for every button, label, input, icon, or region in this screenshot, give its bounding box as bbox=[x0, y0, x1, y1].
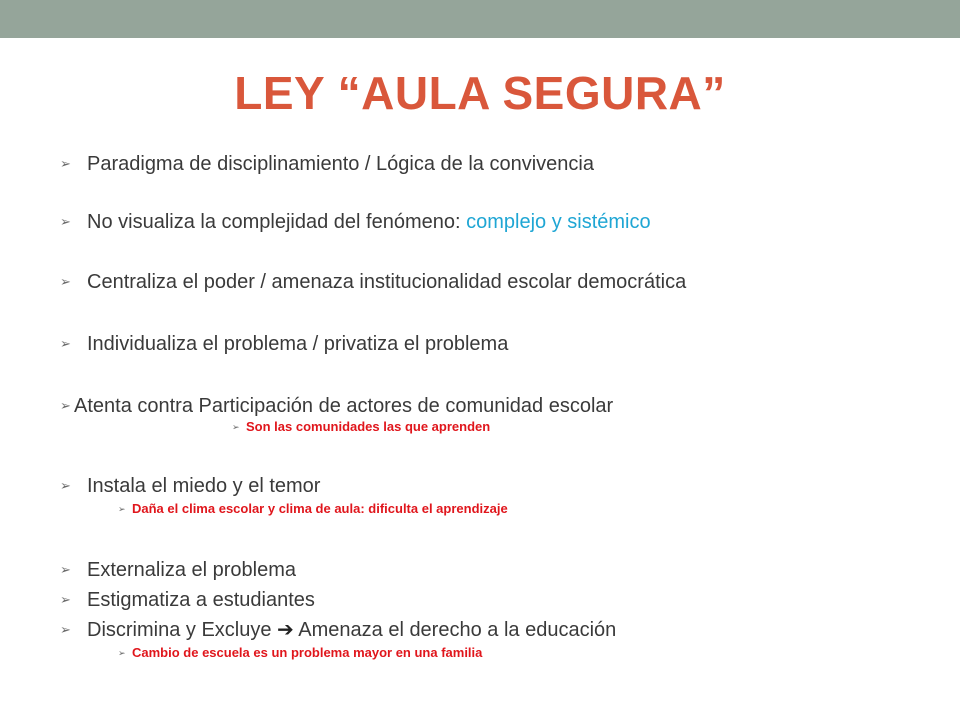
arrowhead-bullet-icon: ➢ bbox=[60, 274, 71, 289]
bullet-atenta bbox=[60, 394, 613, 418]
bullet-externaliza bbox=[60, 558, 296, 582]
sub-bullet-text: Son las comunidades las que aprenden bbox=[246, 419, 491, 434]
bullet-text: Individualiza el problema / privatiza el problema bbox=[87, 333, 509, 355]
arrowhead-bullet-icon: ➢ bbox=[118, 648, 126, 658]
bullet-text: Atenta contra Participación de actores de comunidad escolar bbox=[74, 395, 614, 417]
bullet-centraliza bbox=[60, 270, 686, 294]
bullet-individualiza bbox=[60, 332, 508, 356]
arrowhead-bullet-icon: ➢ bbox=[60, 398, 71, 413]
arrowhead-bullet-icon: ➢ bbox=[60, 156, 71, 171]
sub-bullet-cambio-escuela bbox=[118, 645, 482, 661]
sub-bullet-text: Cambio de escuela es un problema mayor en una familia bbox=[132, 645, 483, 660]
arrowhead-bullet-icon: ➢ bbox=[60, 622, 71, 637]
slide-title: LEY “AULA SEGURA” bbox=[234, 67, 726, 119]
bullet-text: Paradigma de disciplinamiento / Lógica de la convivencia bbox=[87, 153, 594, 175]
arrowhead-bullet-icon: ➢ bbox=[60, 592, 71, 607]
arrowhead-bullet-icon: ➢ bbox=[232, 422, 240, 432]
bullet-discrimina bbox=[60, 618, 616, 642]
arrowhead-bullet-icon: ➢ bbox=[60, 562, 71, 577]
top-bar bbox=[0, 0, 960, 38]
bullet-text: Estigmatiza a estudiantes bbox=[87, 589, 315, 611]
arrowhead-bullet-icon: ➢ bbox=[118, 504, 126, 514]
bullet-miedo bbox=[60, 474, 320, 498]
arrowhead-bullet-icon: ➢ bbox=[60, 336, 71, 351]
bullet-text: Centraliza el poder / amenaza institucionalidad escolar democrática bbox=[87, 271, 687, 293]
bullet-paradigma bbox=[60, 152, 594, 176]
arrowhead-bullet-icon: ➢ bbox=[60, 478, 71, 493]
arrowhead-bullet-icon: ➢ bbox=[60, 214, 71, 229]
sub-bullet-clima bbox=[118, 501, 508, 517]
bullet-text: Amenaza el derecho a la educación bbox=[293, 619, 617, 641]
bullet-complejidad bbox=[60, 210, 651, 234]
sub-bullet-comunidades bbox=[232, 419, 490, 435]
bullet-text: Discrimina y Excluye bbox=[87, 619, 278, 641]
bullet-text: No visualiza la complejidad del fenómeno: bbox=[87, 211, 467, 233]
bullet-text: Externaliza el problema bbox=[87, 559, 296, 581]
bullet-text: Instala el miedo y el temor bbox=[87, 475, 321, 497]
bullet-estigmatiza bbox=[60, 588, 315, 612]
sub-bullet-text: Daña el clima escolar y clima de aula: dificulta el aprendizaje bbox=[132, 501, 508, 516]
bullet-highlight-text: complejo y sistémico bbox=[466, 211, 651, 233]
right-arrow-icon: ➔ bbox=[277, 619, 294, 641]
